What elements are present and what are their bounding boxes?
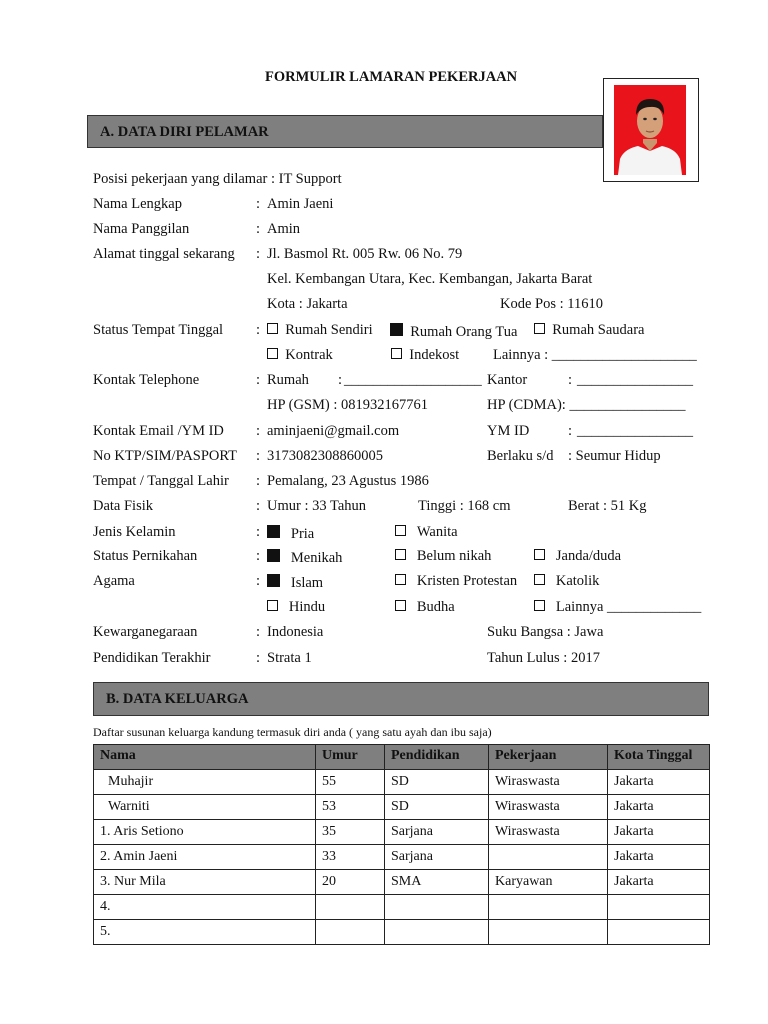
cell-pendidikan: Sarjana [385,845,489,870]
checkbox-icon [534,323,545,334]
cell-nama[interactable]: 4. [94,895,316,920]
ym-label: YM ID [487,423,530,439]
value-alamat-2: Kel. Kembangan Utara, Kec. Kembangan, Jakarta Barat [267,271,593,287]
option-islam[interactable] [267,574,323,591]
section-b-title: B. DATA KELUARGA [106,691,249,707]
table-header-row [94,745,710,770]
option-label: Menikah [290,550,343,566]
cell-umur: 55 [316,770,385,795]
colon: : [256,624,261,640]
option-lainnya-tinggal[interactable]: Lainnya : ____________________ [493,347,697,363]
checkbox-icon [395,525,406,536]
cell-nama[interactable]: 5. [94,920,316,945]
cell-umur: 33 [316,845,385,870]
checked-checkbox-icon [267,525,280,538]
checkbox-icon [395,549,406,560]
cell-pendidikan[interactable] [385,895,489,920]
value-nama-panggilan: Amin [267,221,301,237]
option-label: Rumah Sendiri [285,322,373,338]
table-row [94,895,710,920]
col-header-pekerjaan: Pekerjaan [489,745,608,770]
label-kontak-email: Kontak Email /YM ID [93,423,224,439]
table-row [94,920,710,945]
colon: : [256,221,261,237]
option-label: Pria [290,526,315,542]
colon: : [256,573,261,589]
form-title: FORMULIR LAMARAN PEKERJAAN [265,69,518,85]
option-label: Belum nikah [416,548,492,564]
checkbox-icon [391,348,402,359]
value-kode-pos: Kode Pos : 11610 [500,296,603,312]
label-nama-lengkap: Nama Lengkap [93,196,182,212]
label-agama: Agama [93,573,135,589]
cell-kota: Jakarta [608,795,710,820]
cell-pekerjaan: Wiraswasta [489,770,608,795]
section-a-header [87,115,603,148]
colon: : [256,372,261,388]
cell-kota[interactable] [608,895,710,920]
value-email: aminjaeni@gmail.com [267,423,400,439]
applicant-photo [614,85,686,175]
kantor-phone-field[interactable]: ________________ [577,372,693,388]
cell-umur: 53 [316,795,385,820]
label-kontak-telp: Kontak Telephone [93,372,200,388]
berlaku-label: Berlaku s/d [487,448,554,464]
rumah-colon: : [338,372,343,388]
col-header-nama: Nama [94,745,316,770]
cell-pendidikan: SMA [385,870,489,895]
option-pria[interactable] [267,525,314,542]
label-alamat: Alamat tinggal sekarang [93,246,235,262]
cell-umur: 20 [316,870,385,895]
cell-kota: Jakarta [608,770,710,795]
table-row [94,820,710,845]
colon: : [256,524,261,540]
option-label: Islam [290,575,324,591]
ym-colon: : [568,423,573,439]
table-row [94,770,710,795]
option-label: Kontrak [285,347,333,363]
applicant-photo-frame [603,78,699,182]
checkbox-icon [534,549,545,560]
value-ttl: Pemalang, 23 Agustus 1986 [267,473,429,489]
table-row [94,870,710,895]
cell-kota[interactable] [608,920,710,945]
cell-umur[interactable] [316,895,385,920]
option-indekost[interactable] [391,348,459,363]
value-alamat-1: Jl. Basmol Rt. 005 Rw. 06 No. 79 [267,246,463,262]
checkbox-icon [534,574,545,585]
value-hp-gsm: HP (GSM) : 081932167761 [267,397,428,413]
value-berat: Berat : 51 Kg [568,498,647,514]
col-header-umur: Umur [316,745,385,770]
rumah-phone-field[interactable]: ___________________ [344,372,482,388]
label-no-ktp: No KTP/SIM/PASPORT [93,448,238,464]
checkbox-icon [267,600,278,611]
label-pendidikan: Pendidikan Terakhir [93,650,211,666]
option-kontrak[interactable] [267,348,333,363]
value-suku: Suku Bangsa : Jawa [487,624,604,640]
cell-pekerjaan[interactable] [489,920,608,945]
label-kewarganegaraan: Kewarganegaraan [93,624,198,640]
colon: : [256,322,261,338]
ym-field[interactable]: ________________ [577,423,693,439]
option-hindu[interactable] [267,600,325,615]
option-lainnya-agama[interactable] [534,600,701,615]
value-kewarganegaraan: Indonesia [267,624,324,640]
option-label: Lainnya _____________ [555,599,702,615]
cell-pekerjaan [489,845,608,870]
checkbox-icon [395,600,406,611]
label-nama-panggilan: Nama Panggilan [93,221,190,237]
option-label: Indekost [409,347,460,363]
label-ttl: Tempat / Tanggal Lahir [93,473,229,489]
colon: : [256,498,261,514]
cell-nama: 1. Aris Setiono [94,820,316,845]
cell-pendidikan: SD [385,770,489,795]
option-label: Budha [416,599,455,615]
cell-nama: 2. Amin Jaeni [94,845,316,870]
colon: : [256,548,261,564]
cell-pendidikan[interactable] [385,920,489,945]
cell-kota: Jakarta [608,870,710,895]
berlaku-value: : Seumur Hidup [568,448,661,464]
option-rumah-saudara[interactable] [534,323,644,338]
checked-checkbox-icon [390,323,403,336]
posisi-line: Posisi pekerjaan yang dilamar : IT Support [93,171,342,187]
checkbox-icon [395,574,406,585]
label-status-tinggal: Status Tempat Tinggal [93,322,224,338]
hp-cdma-field[interactable]: HP (CDMA): ________________ [487,397,686,413]
cell-kota: Jakarta [608,820,710,845]
option-label: Katolik [555,573,600,589]
colon: : [256,196,261,212]
colon: : [256,246,261,262]
cell-nama: 3. Nur Mila [94,870,316,895]
option-menikah[interactable] [267,549,342,566]
checked-checkbox-icon [267,549,280,562]
cell-umur: 35 [316,820,385,845]
label-data-fisik: Data Fisik [93,498,154,514]
cell-pekerjaan[interactable] [489,895,608,920]
option-rumah-orang-tua[interactable] [390,323,517,340]
cell-pendidikan: SD [385,795,489,820]
value-pendidikan: Strata 1 [267,650,312,666]
value-tahun-lulus: Tahun Lulus : 2017 [487,650,600,666]
cell-nama: Warniti [94,795,316,820]
colon: : [256,473,261,489]
checkbox-icon [267,348,278,359]
section-b-header [93,682,709,716]
option-label: Kristen Protestan [416,573,518,589]
cell-nama: Muhajir [94,770,316,795]
option-wanita[interactable] [395,525,458,540]
option-katolik[interactable] [534,574,599,589]
kantor-colon: : [568,372,573,388]
label-jenis-kelamin: Jenis Kelamin [93,524,176,540]
option-label: Janda/duda [555,548,622,564]
option-label: Hindu [288,599,326,615]
family-note: Daftar susunan keluarga kandung termasuk diri anda ( yang satu ayah dan ibu saja) [93,725,492,739]
cell-kota: Jakarta [608,845,710,870]
option-kristen[interactable] [395,574,517,589]
col-header-kota: Kota Tinggal [608,745,710,770]
value-kota: Kota : Jakarta [267,296,348,312]
rumah-label: Rumah [267,372,309,388]
col-header-pendidikan: Pendidikan [385,745,489,770]
checkbox-icon [534,600,545,611]
cell-pekerjaan: Wiraswasta [489,795,608,820]
option-belum-nikah[interactable] [395,549,491,564]
colon: : [256,650,261,666]
table-row [94,845,710,870]
checked-checkbox-icon [267,574,280,587]
cell-pekerjaan: Wiraswasta [489,820,608,845]
option-label: Wanita [416,524,458,540]
cell-umur[interactable] [316,920,385,945]
value-umur: Umur : 33 Tahun [267,498,367,514]
colon: : [256,448,261,464]
colon: : [256,423,261,439]
kantor-label: Kantor [487,372,528,388]
section-a-title: A. DATA DIRI PELAMAR [100,124,269,140]
cell-pendidikan: Sarjana [385,820,489,845]
table-row [94,795,710,820]
option-label: Rumah Orang Tua [410,324,518,340]
value-tinggi: Tinggi : 168 cm [418,498,511,514]
option-rumah-sendiri[interactable] [267,323,373,338]
checkbox-icon [267,323,278,334]
cell-pekerjaan: Karyawan [489,870,608,895]
family-table [93,744,710,945]
value-ktp: 3173082308860005 [267,448,383,464]
label-status-nikah: Status Pernikahan [93,548,198,564]
value-nama-lengkap: Amin Jaeni [267,196,334,212]
option-budha[interactable] [395,600,455,615]
option-janda-duda[interactable] [534,549,621,564]
option-label: Rumah Saudara [552,322,645,338]
